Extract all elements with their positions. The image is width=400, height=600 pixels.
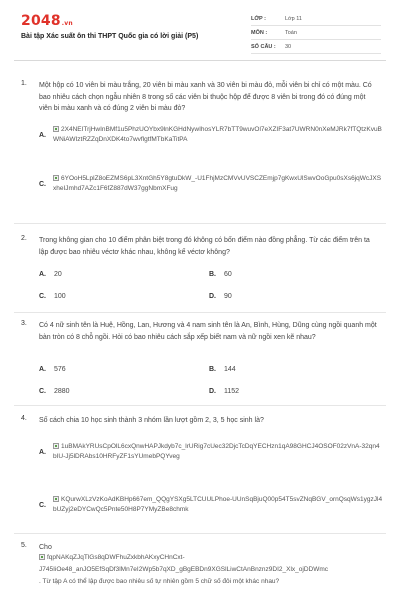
meta-value: 30: [285, 43, 292, 50]
question-text: Số cách chia 10 học sinh thành 3 nhóm lần lượt gồm 2, 3, 5 học sinh là?: [39, 417, 264, 424]
option-d-letter: D.: [209, 388, 216, 395]
question-text: Một hộp có 10 viên bi màu trắng, 20 viên bi màu xanh và 30 viên bi màu đỏ, mỗi viên bi chỉ có một màu. Có bao nhiêu cách chọn ngẫu nhiên 8 trong số các viên bi thuộc hộp để được 8 viên bi trong đó có đúng một viên bi màu xanh và có đúng 2 viên bi màu đỏ?: [39, 82, 372, 112]
option-letter: C.: [39, 502, 46, 509]
question-divider: [14, 312, 386, 313]
option-a[interactable]: [39, 442, 384, 464]
option-b-text[interactable]: 144: [224, 366, 236, 373]
question-number: 4.: [21, 415, 27, 422]
question-text-continued: . Từ tập A có thể lập được bao nhiêu số tự nhiên gồm 5 chữ số đôi một khác nhau?: [39, 578, 280, 585]
question-text: Trong không gian cho 10 điểm phân biệt trong đó không có bốn điểm nào đồng phẳng. Từ các điểm trên ta lập được bao nhiêu véctơ khác nhau, không kể véctơ không?: [39, 237, 370, 256]
option-b-letter: B.: [209, 366, 216, 373]
page-title: Bài tập Xác suất ôn thi THPT Quốc gia có lời giải (P5): [21, 33, 199, 40]
option-b-text[interactable]: 60: [224, 271, 232, 278]
option-letter: C.: [39, 181, 46, 188]
question-divider: [14, 223, 386, 224]
image-alt-text: KQurwXLzVzKoAdKBHp667em_QQgYSXg5LTCUULPhoe-UUnSqBjuQ00p54T5svZNqBGV_ornQsqWs1ygzJl4bUZyj2eDYCwQc5Pnte50H8P7YMyZBe8chmk: [53, 496, 383, 513]
question-divider: [14, 533, 386, 534]
option-a-text[interactable]: 20: [54, 271, 62, 278]
question-number: 2.: [21, 235, 27, 242]
meta-value: Lớp 11: [285, 15, 302, 22]
image-alt-text: fqpNAKqZJqTlGs8qDWFhuZxkbhAKxyCHnCxt-: [47, 554, 185, 561]
header-divider: [14, 60, 386, 61]
option-c[interactable]: [39, 495, 384, 517]
option-d-text[interactable]: 1152: [224, 388, 240, 395]
broken-image-icon: [53, 496, 59, 502]
option-b-letter: B.: [209, 271, 216, 278]
option-c-text[interactable]: 2880: [54, 388, 70, 395]
option-c-letter: C.: [39, 388, 46, 395]
image-alt-text: J745IiOe48_anJO5EfSqDf3lMn7eI2Wp5b7qXD_gBgEBDn9XGSlLiwCtAnBnznz9DI2_Xlx_ojDDWmc: [39, 566, 329, 573]
option-c-text[interactable]: 100: [54, 293, 66, 300]
broken-image-icon: [53, 443, 59, 449]
image-alt-line: [39, 565, 384, 575]
image-alt-line: [39, 553, 384, 563]
exam-meta-table: [251, 12, 381, 54]
page-header: [0, 0, 400, 70]
broken-image-icon: [53, 126, 59, 132]
meta-row-count: [251, 40, 381, 54]
meta-value: Toán: [285, 29, 297, 36]
question-text: Có 4 nữ sinh tên là Huệ, Hồng, Lan, Hương và 4 nam sinh tên là An, Bình, Hùng, Dũng cùng ngồi quanh một bàn tròn có 8 chỗ ngồi. Hỏi có bao nhiêu cách sắp xếp biết nam và nữ ngồi xen kẽ nhau?: [39, 322, 377, 341]
option-d-letter: D.: [209, 293, 216, 300]
option-a[interactable]: [39, 125, 384, 147]
meta-key: MÔN :: [251, 29, 268, 36]
option-c[interactable]: [39, 174, 384, 196]
option-c-letter: C.: [39, 293, 46, 300]
option-letter: A.: [39, 132, 46, 139]
image-alt-text: 6YOoH5LplZ8oEZMS6pL3XntGh5Y8gtuDkW_-U1FhjMzCMVvUVSCZEmjp7gKwxUlSwvOoGpu0sXs6jqWcJXSxheIJmhd7AZc1F6fZ887dW37ggNbmXFug: [53, 175, 382, 192]
meta-key: SỐ CÂU :: [251, 43, 276, 50]
image-alt-text: 1uBMAkYRUsCpOlL6cxQnwHAPJkdyb7c_lrURig7cUec32DjcTcDqYECHzn1qA98GHCJ4OSOF02zVnA-32qn4bIU-Jj5lDRAbs10HRFyZF1sYUmebPQYveg: [53, 443, 380, 460]
option-a-letter: A.: [39, 366, 46, 373]
option-d-text[interactable]: 90: [224, 293, 232, 300]
question-divider: [14, 405, 386, 406]
option-letter: A.: [39, 449, 46, 456]
meta-key: LỚP :: [251, 15, 266, 22]
image-alt-text: 2X4NEITrjHwInBMf1u5PhzUOYbx9lnKGHdNywIhosYLR7bTT9wuvOl7eXZIF3at7UWRN0nXeMJRk7fTQtzKvuBWNiAWIztRZZqDnXDK4to7wvflgtfMTbKaTitPA: [53, 126, 382, 143]
question-text: Cho: [39, 544, 52, 551]
option-a-text[interactable]: 576: [54, 366, 66, 373]
option-a-letter: A.: [39, 271, 46, 278]
broken-image-icon: [39, 554, 45, 560]
meta-row-subject: [251, 26, 381, 40]
broken-image-icon: [53, 175, 59, 181]
site-logo[interactable]: 2048.vn: [21, 13, 73, 29]
question-number: 3.: [21, 320, 27, 327]
question-number: 5.: [21, 542, 27, 549]
meta-row-class: [251, 12, 381, 26]
question-number: 1.: [21, 80, 27, 87]
